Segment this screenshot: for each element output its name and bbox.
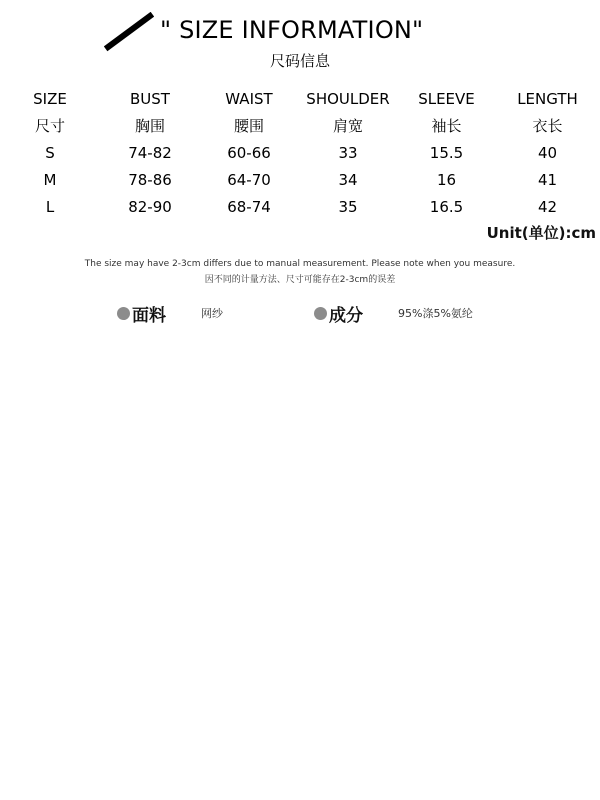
header-bust-cn: 胸围	[134, 117, 165, 135]
fabric-value-group	[201, 302, 223, 324]
bullet-dot-icon	[117, 307, 130, 320]
header-waist: WAIST	[225, 90, 273, 108]
header-sleeve: SLEEVE	[418, 90, 475, 108]
header-sleeve-cn: 袖长	[431, 117, 462, 135]
page-subtitle: 尺码信息	[269, 52, 330, 70]
cell-sleeve: 16	[436, 171, 457, 189]
composition-value: 95%涤5%氨纶	[398, 307, 473, 320]
cell-sleeve: 16.5	[429, 198, 464, 216]
header-bust: BUST	[130, 90, 170, 108]
cell-bust: 74-82	[128, 144, 172, 162]
composition-label-group	[314, 302, 363, 324]
table-row	[0, 167, 600, 194]
size-table	[0, 86, 600, 221]
table-header-row-cn	[0, 113, 600, 140]
measurement-note-cn: 因不同的计量方法、尺寸可能存在2-3cm的误差	[204, 275, 396, 285]
cell-bust: 78-86	[128, 171, 172, 189]
header-size: SIZE	[33, 90, 67, 108]
header-length: LENGTH	[517, 90, 578, 108]
cell-sleeve: 15.5	[429, 144, 464, 162]
header-shoulder-cn: 肩宽	[332, 117, 363, 135]
header-shoulder: SHOULDER	[306, 90, 390, 108]
cell-bust: 82-90	[128, 198, 172, 216]
cell-waist: 60-66	[227, 144, 271, 162]
fabric-value: 网纱	[201, 307, 223, 320]
cell-shoulder: 33	[338, 144, 358, 162]
page-title: " SIZE INFORMATION"	[160, 16, 424, 44]
composition-value-group	[398, 302, 473, 324]
composition-label: 成分	[329, 305, 363, 326]
table-header-row-en	[0, 86, 600, 113]
cell-shoulder: 35	[338, 198, 358, 216]
cell-length: 40	[537, 144, 558, 162]
header-size-cn: 尺寸	[34, 117, 65, 135]
fabric-label: 面料	[132, 305, 166, 326]
cell-size: M	[43, 171, 57, 189]
table-row	[0, 194, 600, 221]
table-row	[0, 140, 600, 167]
cell-waist: 64-70	[227, 171, 271, 189]
cell-length: 41	[537, 171, 558, 189]
cell-shoulder: 34	[338, 171, 358, 189]
cell-size: L	[45, 198, 55, 216]
measurement-note-en: The size may have 2-3cm differs due to manual measurement. Please note when you measure.	[84, 259, 516, 269]
fabric-label-group	[117, 302, 166, 324]
bullet-dot-icon	[314, 307, 327, 320]
header-waist-cn: 腰围	[233, 117, 264, 135]
diagonal-slash-decoration	[104, 12, 154, 52]
cell-size: S	[45, 144, 55, 162]
header-length-cn: 衣长	[532, 117, 563, 135]
unit-label: Unit(单位):cm	[486, 224, 596, 242]
cell-length: 42	[537, 198, 558, 216]
cell-waist: 68-74	[227, 198, 271, 216]
